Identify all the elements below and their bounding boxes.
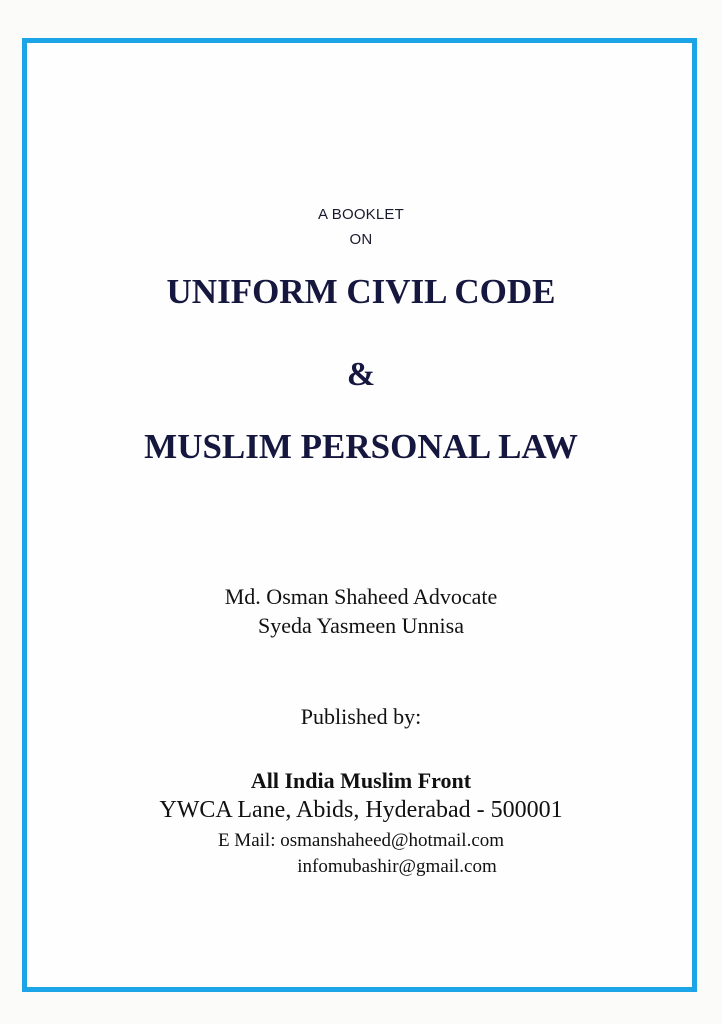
author-list bbox=[0, 582, 722, 640]
author-name: Syeda Yasmeen Unnisa bbox=[258, 613, 464, 638]
published-by-label: Published by: bbox=[300, 704, 422, 729]
publisher-email-2: infomubashir@gmail.com bbox=[297, 856, 497, 877]
publisher-email-1: E Mail: osmanshaheed@hotmail.com bbox=[217, 830, 505, 851]
booklet-on-label: ON bbox=[349, 231, 373, 248]
author-name: Md. Osman Shaheed Advocate bbox=[224, 584, 498, 609]
publisher-name: All India Muslim Front bbox=[250, 768, 472, 793]
publisher-address: YWCA Lane, Abids, Hyderabad - 500001 bbox=[159, 797, 563, 823]
booklet-label: A BOOKLET bbox=[318, 206, 404, 223]
title-ampersand: & bbox=[346, 356, 376, 393]
main-title-line2: MUSLIM PERSONAL LAW bbox=[144, 427, 578, 466]
main-title-line1: UNIFORM CIVIL CODE bbox=[166, 272, 556, 311]
